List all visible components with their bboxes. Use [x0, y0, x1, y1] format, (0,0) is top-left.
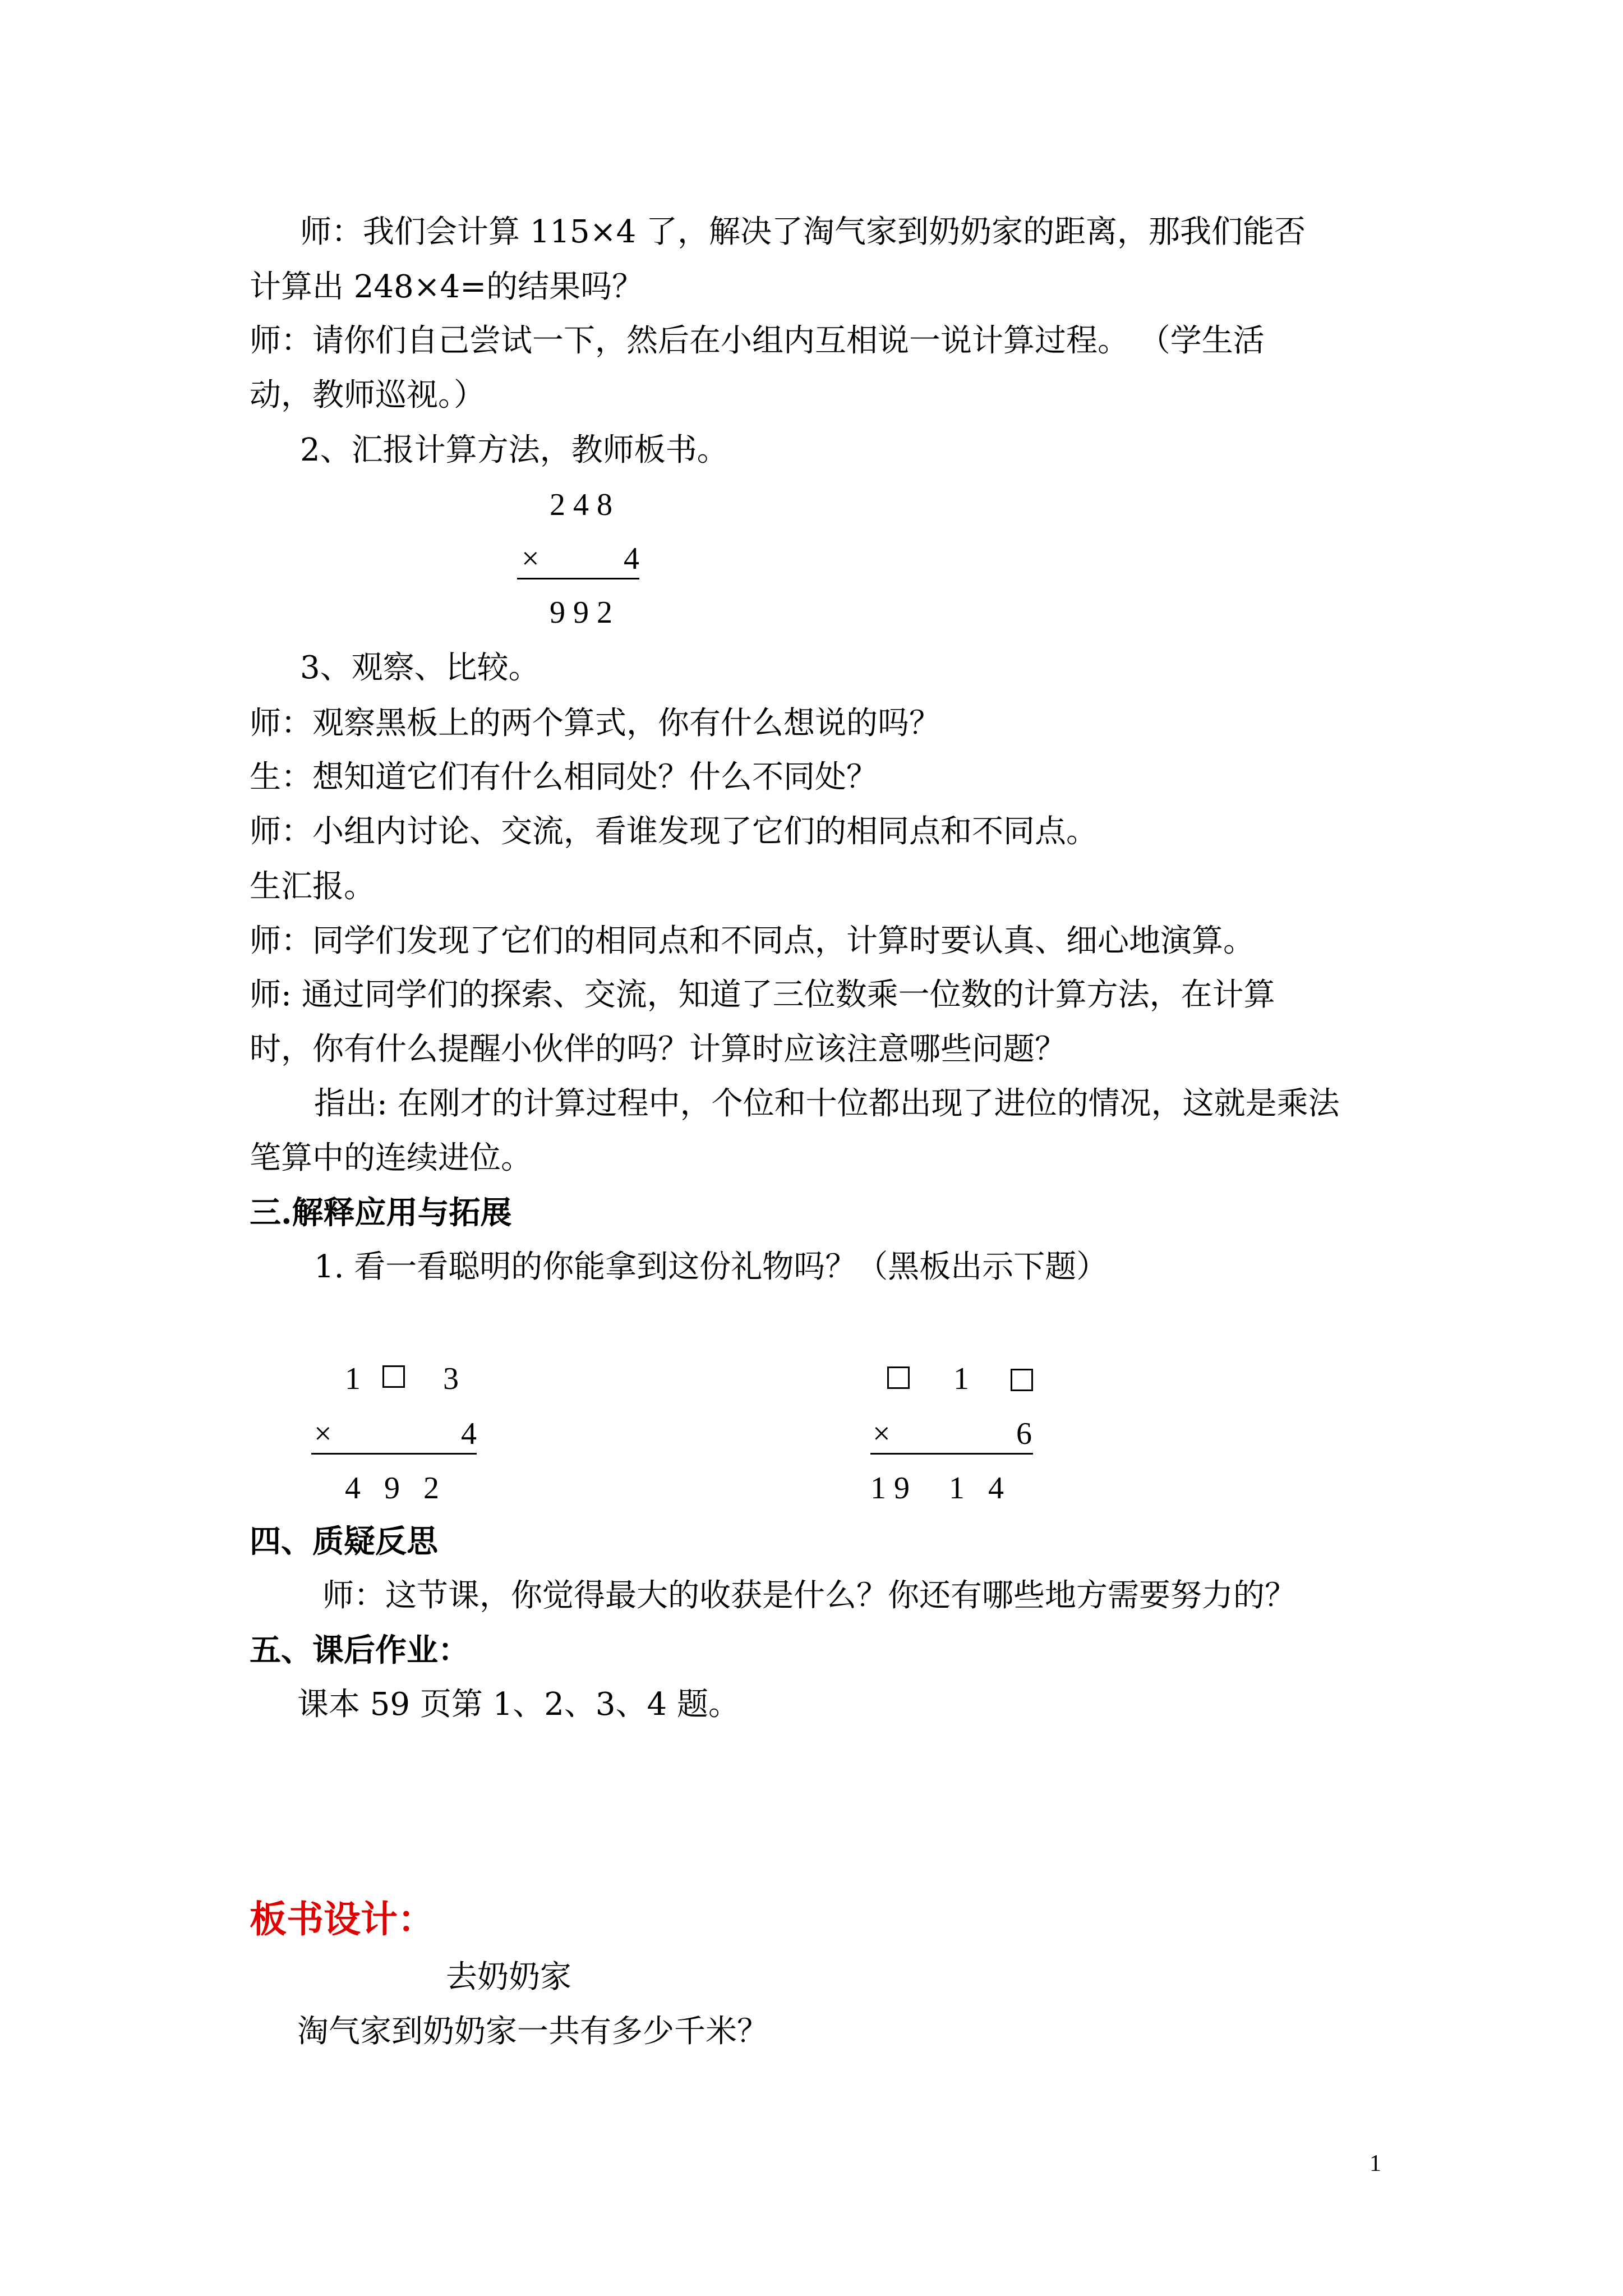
text-line: 师: 通过同学们的探索、交流，知道了三位数乘一位数的计算方法，在计算 [250, 977, 1275, 1013]
calc-rule [517, 578, 639, 579]
section-heading: 五、课后作业： [250, 1632, 469, 1669]
calc-times-sign: × [873, 1416, 891, 1451]
text-line: 生：想知道它们有什么相同处？什么不同处？ [250, 759, 878, 795]
text-line: 师：我们会计算 115×4 了，解决了淘气家到奶奶家的距离，那我们能否 [300, 214, 1306, 250]
calc-multiplier: 4 [461, 1416, 477, 1451]
calc-digit: 1 [345, 1361, 361, 1396]
section-heading: 三.解释应用与拓展 [250, 1194, 512, 1231]
calc-digit: 3 [443, 1361, 459, 1396]
calc-multiplier: 4 [624, 541, 639, 576]
text-line: 动，教师巡视。） [250, 377, 485, 413]
calc-rule [870, 1453, 1033, 1455]
text-line: 课本 59 页第 1、2、3、4 题。 [297, 1686, 740, 1723]
board-question: 淘气家到奶奶家一共有多少千米？ [297, 2013, 768, 2050]
calc-times-sign: × [314, 1416, 332, 1451]
text-line: 生汇报。 [250, 868, 375, 905]
text-line: 1. 看一看聪明的你能拿到这份礼物吗？（黑板出示下题） [314, 1249, 1108, 1285]
section-heading: 四、质疑反思 [250, 1523, 438, 1560]
calc-rule [311, 1453, 477, 1455]
calc-result: 4 9 2 [345, 1471, 439, 1506]
blank-box [1011, 1369, 1033, 1391]
blank-box [887, 1366, 910, 1389]
text-line: 师：这节课，你觉得最大的收获是什么？你还有哪些地方需要努力的？ [322, 1577, 1296, 1614]
text-line: 2、汇报计算方法，教师板书。 [300, 432, 728, 468]
text-line: 师：同学们发现了它们的相同点和不同点，计算时要认真、细心地演算。 [250, 923, 1255, 959]
text-line: 计算出 248×4=的结果吗？ [250, 269, 644, 305]
calc-times-sign: × [522, 541, 540, 576]
calc-result: 1 9 1 4 [870, 1471, 1004, 1506]
calc-digit: 1 [953, 1361, 969, 1396]
text-line: 笔算中的连续进位。 [250, 1140, 532, 1176]
text-line: 师：观察黑板上的两个算式，你有什么想说的吗？ [250, 705, 940, 742]
calc-result: 9 9 2 [550, 595, 612, 630]
page-number: 1 [1370, 2151, 1381, 2177]
text-line: 师：小组内讨论、交流，看谁发现了它们的相同点和不同点。 [250, 813, 1098, 850]
board-design-heading: 板书设计： [250, 1897, 435, 1941]
text-line: 指出: 在刚才的计算过程中，个位和十位都出现了进位的情况，这就是乘法 [314, 1085, 1340, 1122]
calc-multiplier: 6 [1016, 1416, 1032, 1451]
text-line: 3、观察、比较。 [300, 650, 540, 686]
calc-multiplicand: 2 4 8 [550, 487, 612, 522]
text-line: 师：请你们自己尝试一下，然后在小组内互相说一说计算过程。 （学生活 [250, 323, 1265, 359]
blank-box [382, 1365, 405, 1388]
text-line: 时，你有什么提醒小伙伴的吗？计算时应该注意哪些问题？ [250, 1031, 1066, 1068]
board-title: 去奶奶家 [446, 1959, 571, 1995]
